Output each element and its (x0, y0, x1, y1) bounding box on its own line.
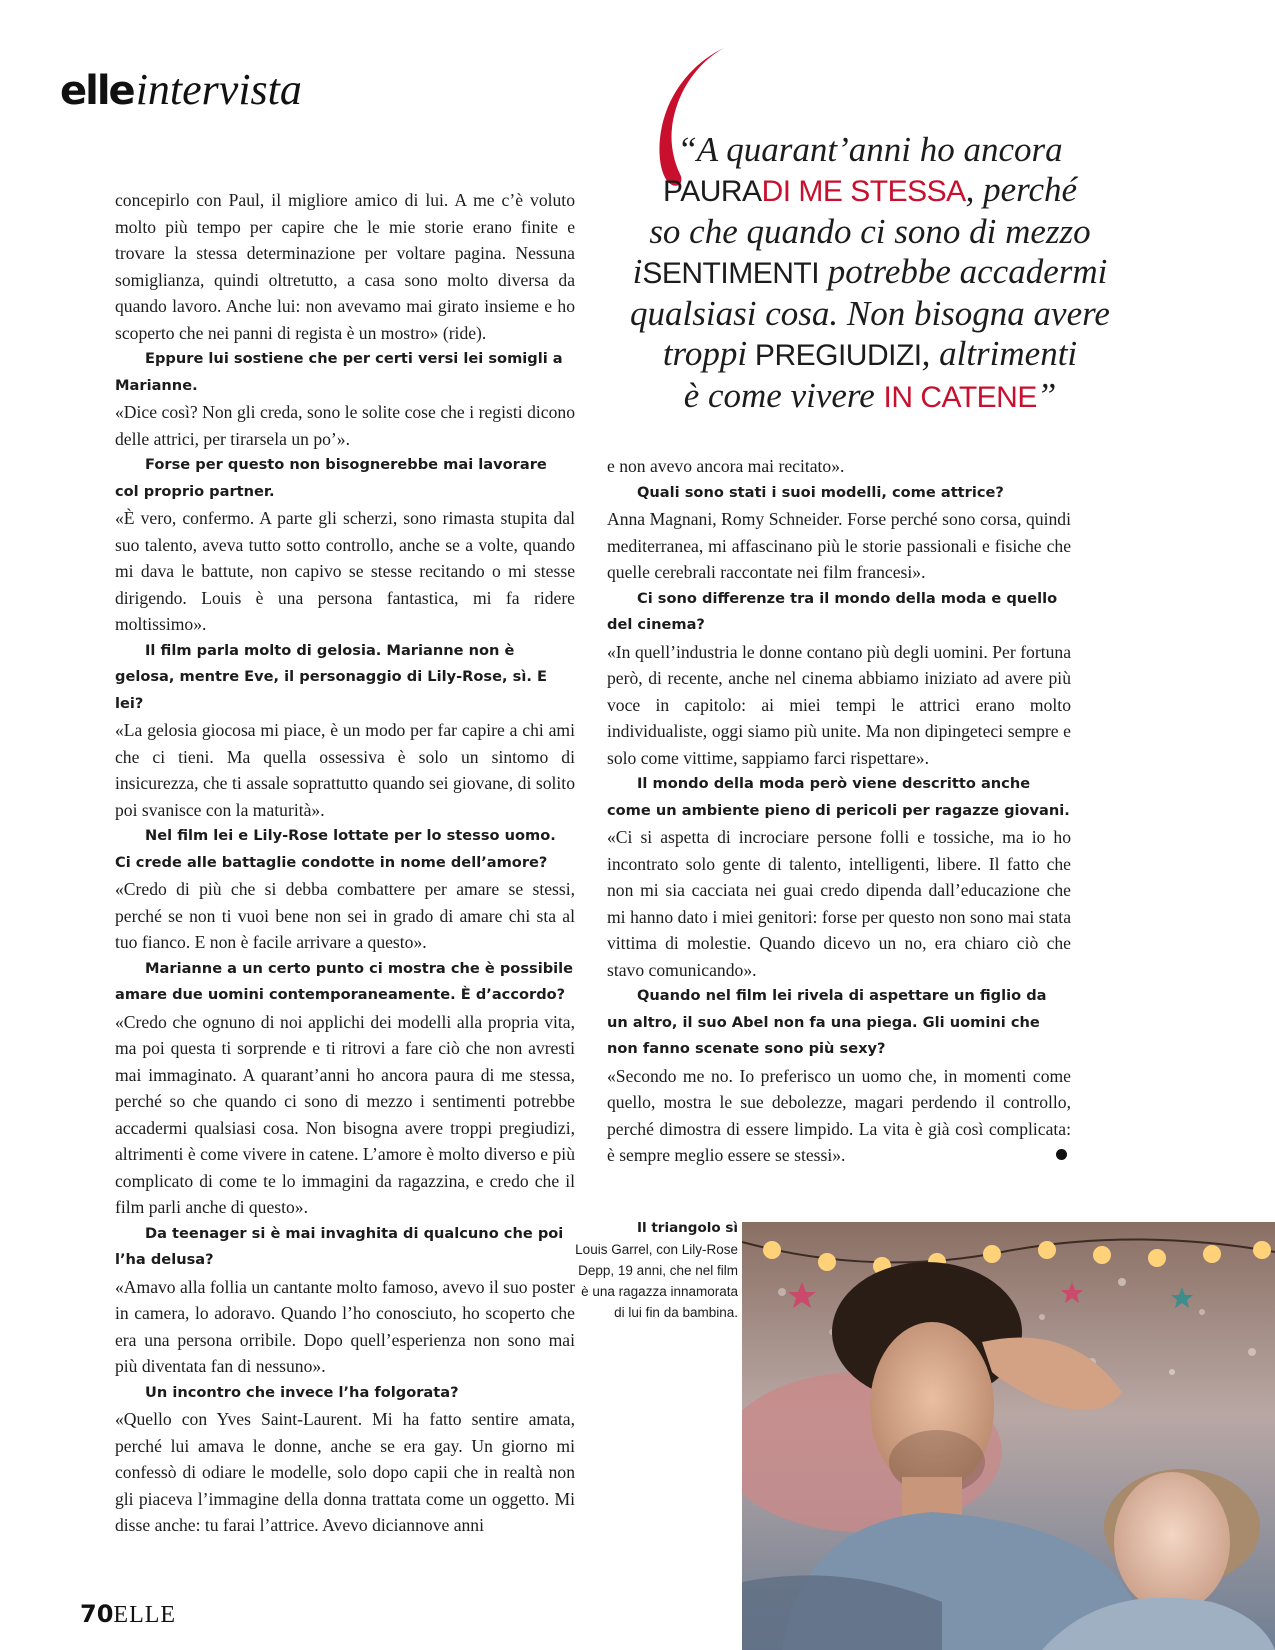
pull-quote-caps: SENTIMENTI (642, 257, 820, 290)
interview-question: Quali sono stati i suoi modelli, come attrice? (637, 483, 1004, 501)
photo-louis-garrel-lily-rose-depp (742, 1222, 1275, 1650)
pull-quote-caps: PAURA (662, 175, 762, 208)
pull-quote-text: i (632, 252, 643, 291)
interview-question: Marianne a un certo punto ci mostra che è possibile amare due uomini contemporaneamente. È d’accordo? (115, 959, 574, 1003)
magazine-name: ELLE (113, 1602, 177, 1628)
pull-quote-text: so che quando ci sono di mezzo (649, 212, 1091, 251)
pull-quote-text: ” (1036, 376, 1057, 415)
pull-quote-highlight: DI ME STESSA (761, 175, 966, 208)
interview-answer: «Ci si aspetta di incrociare persone folli e tossiche, ma io ho incontrato solo gente di talento, intelligenti, libere. Il fatto che non mi sia cacciata nei guai credo dipenda dall’educazione che mi hanno dato i miei genitori: forse per questo non sono mai stata vittima di molestie. Quando dicevo un no, era chiaro ciò che stavo comunicando». (607, 827, 1071, 980)
interview-question: Il film parla molto di gelosia. Marianne non è gelosa, mentre Eve, il personaggio di Lily-Rose, sì. E lei? (115, 641, 547, 712)
interview-answer: e non avevo ancora mai recitato». (607, 456, 845, 476)
interview-answer: «Dice così? Non gli creda, sono le solite cose che i registi dicono delle attrici, per tirarsela un po’». (115, 402, 575, 449)
photo-caption (570, 1218, 738, 1323)
interview-question: Ci sono differenze tra il mondo della moda e quello del cinema? (607, 589, 1058, 633)
pull-quote-text: , altrimenti (921, 334, 1078, 373)
photo-illustration (742, 1222, 1275, 1650)
interview-question: Un incontro che invece l’ha folgorata? (145, 1383, 459, 1401)
pull-quote-text: è come vivere (683, 376, 875, 415)
section-title: intervista (135, 65, 302, 114)
interview-answer: «Credo che ognuno di noi applichi dei modelli alla propria vita, ma poi questa ti sorprende e ti ritrovi a fare ciò che non avresti mai immaginato. A quarant’anni ho ancora paura di me stessa, perché so che quando ci sono di mezzo i sentimenti potrebbe accadermi qualsiasi cosa. Non bisogna avere troppi pregiudizi, altrimenti è come vivere in catene. L’amore è molto diverso e più complicato di come te lo immagini da ragazzina, e credo che il film parli anche di questo». (115, 1011, 575, 1217)
interview-answer: «Credo di più che si debba combattere per amare se stessi, perché se non ti vuoi bene non sei in grado di amare chi sta al tuo fianco. E non è facile arrivare a questo». (115, 879, 575, 952)
pull-quote (630, 130, 1110, 418)
interview-question: Quando nel film lei rivela di aspettare un figlio da un altro, il suo Abel non fa una piega. Gli uomini che non fanno scenate sono più sexy? (607, 987, 1047, 1057)
pull-quote-text: troppi (662, 334, 748, 373)
interview-answer: «Amavo alla follia un cantante molto famoso, avevo il suo poster in camera, lo adoravo. Quando l’ho conosciuto, ho scoperto che era una persona orribile. Dopo quell’esperienza non sono mai più diventata fan di nessuno». (115, 1276, 575, 1376)
pull-quote-text: qualsiasi cosa. Non bisogna avere (630, 294, 1110, 333)
page-number: 70 (80, 1600, 114, 1628)
article-column-left (115, 187, 575, 1539)
magazine-logo: elle (60, 68, 134, 114)
caption-title: Il triangolo sì (636, 1220, 738, 1236)
interview-answer: «È vero, confermo. A parte gli scherzi, sono rimasta stupita dal suo talento, aveva tutto sotto controllo, anche se a volte, quando mi dava le battute, non capivo se stesse recitando o mi stesse dirigendo. Louis è una persona fantastica, mi fa ridere moltissimo». (115, 508, 575, 634)
interview-answer: «La gelosia giocosa mi piace, è un modo per far capire a chi ami che ci tieni. Ma quella ossessiva è solo un sintomo di insicurezza, che ti assale soprattutto quando sei giovane, di solito poi svanisce con la maturità». (115, 720, 575, 820)
interview-answer: «Secondo me no. Io preferisco un uomo che, in momenti come quello, mostra le sue debolezze, magari perdendo il controllo, perché dimostra di essere limpido. La vita è già così complicata: è sempre meglio essere se stessi». (607, 1065, 1071, 1165)
interview-answer: «Quello con Yves Saint-Laurent. Mi ha fatto sentire amata, perché lui amava le donne, anche se era gay. Un giorno mi confessò di odiare le modelle, solo dopo capii che in realtà non gli piaceva l’immagine della donna trattata come un oggetto. Mi disse anche: tu farai l’attrice. Avevo diciannove anni (115, 1409, 575, 1535)
interview-question: Nel film lei e Lily-Rose lottate per lo stesso uomo. Ci crede alle battaglie condotte in nome dell’amore? (115, 827, 556, 871)
interview-question: Da teenager si è mai invaghita di qualcuno che poi l’ha delusa? (115, 1224, 564, 1268)
pull-quote-highlight: IN CATENE (883, 381, 1037, 414)
section-header (60, 64, 302, 115)
end-mark-icon (1056, 1149, 1067, 1160)
pull-quote-text: , perché (965, 170, 1078, 209)
interview-question: Il mondo della moda però viene descritto anche come un ambiente pieno di pericoli per ragazze giovani. (607, 775, 1070, 819)
article-column-right (607, 453, 1071, 1169)
interview-answer: «In quell’industria le donne contano più degli uomini. Per fortuna però, di recente, anche nel cinema abbiamo iniziato ad avere più voce in capitolo: ai miei tempi le attrici erano molto individualiste, oggi siamo più unite. Ma non dipingeteci sempre e solo come vittime, sappiamo farci rispettare». (607, 641, 1071, 768)
page-footer (80, 1600, 176, 1629)
caption-text: Louis Garrel, con Lily-Rose Depp, 19 anni, che nel film è una ragazza innamorata di lui fin da bambina. (575, 1242, 738, 1320)
pull-quote-text: “A quarant’anni ho ancora (677, 130, 1063, 169)
interview-question: Forse per questo non bisognerebbe mai lavorare col proprio partner. (115, 456, 547, 500)
interview-question: Eppure lui sostiene che per certi versi lei somigli a Marianne. (115, 350, 563, 394)
pull-quote-text: potrebbe accadermi (819, 252, 1108, 291)
interview-answer: concepirlo con Paul, il migliore amico di lui. A me c’è voluto molto più tempo per capire che le mie storie erano finite e trovare la stessa determinazione per voltare pagina. Nessuna somiglianza, quindi oltretutto, a casa sono molto diversa da quando lavoro. Anche lui: non avevamo mai girato insieme e ho scoperto che nei panni di regista è un mostro» (ride). (115, 190, 575, 343)
pull-quote-caps: PREGIUDIZI (747, 339, 922, 372)
interview-answer: Anna Magnani, Romy Schneider. Forse perché sono corsa, quindi mediterranea, mi affascinano più le storie passionali e fisiche che quelle cerebrali raccontate nei film francesi». (607, 509, 1071, 582)
